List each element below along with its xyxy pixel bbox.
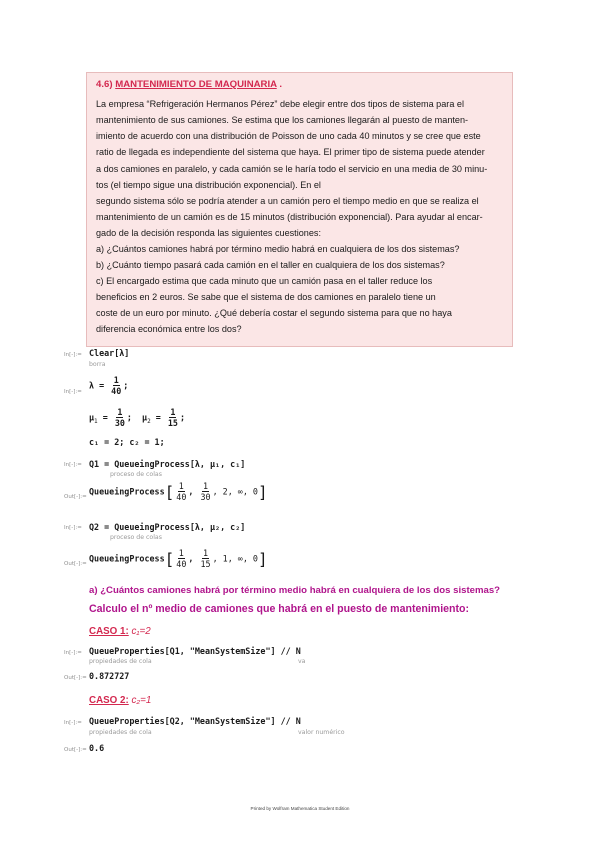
q1-output-head: QueueingProcess <box>89 486 165 497</box>
mu2-sub: 2 <box>147 418 151 426</box>
mu1-sub: 1 <box>94 418 98 426</box>
problem-line: gado de la decisión responda las siguientes cuestiones: <box>96 228 321 238</box>
output-label: Out[-]:= <box>64 494 87 500</box>
clear-input[interactable]: Clear[λ] <box>89 348 130 358</box>
problem-line: diferencia económica entre los dos? <box>96 324 242 334</box>
case2-input[interactable]: QueueProperties[Q2, "MeanSystemSize"] // N <box>89 716 301 726</box>
problem-number: 4.6) <box>96 79 113 90</box>
problem-line: coste de un euro por minuto. ¿Qué debería costar el segundo sistema para que no haya <box>96 308 452 318</box>
input-label: In[-]:= <box>64 525 82 531</box>
q2-hint: proceso de colas <box>110 534 162 541</box>
case1-input[interactable]: QueueProperties[Q1, "MeanSystemSize"] // N <box>89 646 301 656</box>
mu2-fraction <box>167 408 179 428</box>
q2-output-frac-a <box>175 549 187 569</box>
problem-line: a) ¿Cuántos camiones habrá por término medio habrá en cualquiera de los dos sistemas? <box>96 244 460 254</box>
mu1-symbol: μ <box>89 412 95 423</box>
q1-output: QueueingProcess[ $\frac{1}{40}$ , $\frac{1}{30}$ , 2, ∞, 0] <box>89 481 268 503</box>
case1-result: 0.872727 <box>89 671 130 681</box>
mu-input[interactable]: $\mu_1$ = $\frac{1}{30}$ ; $\mu_2$ = $\frac{1}{15}$ ; <box>89 407 185 429</box>
problem-title <box>96 79 282 90</box>
q2-input[interactable]: Q2 = QueueingProcess[λ, μ₂, c₂] <box>89 522 246 532</box>
q1-a-num: 1 <box>178 481 184 491</box>
lambda-input[interactable] <box>89 376 128 396</box>
q2-a-den: 40 <box>176 559 187 570</box>
q2-a-num: 1 <box>178 548 184 558</box>
section-heading: Calculo el nº medio de camiones que habrá en el puesto de mantenimiento: <box>89 603 470 615</box>
lambda-num: 1 <box>113 375 119 385</box>
lambda-prefix: λ = <box>89 380 110 391</box>
input-label: In[-]:= <box>64 462 82 468</box>
section-question: a) ¿Cuántos camiones habrá por término medio habrá en cualquiera de los dos sistemas? <box>89 585 501 596</box>
q1-b-den: 30 <box>200 492 211 503</box>
case2-result: 0.6 <box>89 743 105 753</box>
case1-label: CASO 1: <box>89 626 129 637</box>
q1-b-num: 1 <box>202 481 209 491</box>
clear-hint: borra <box>89 361 106 368</box>
q2-output-frac-b <box>199 549 211 569</box>
q2-b-den: 15 <box>200 559 211 570</box>
q2-output: QueueingProcess[ $\frac{1}{40}$ , $\frac{1}{15}$ , 1, ∞, 0] <box>89 548 268 570</box>
problem-line: ratio de llegada es independiente del sistema que haya. El primer tipo de sistema puede atender <box>96 147 485 157</box>
q2-output-head: QueueingProcess <box>89 553 165 564</box>
footer-printed-by: Printed by Wolfram Mathematica Student Edition <box>250 806 350 811</box>
case1-heading <box>89 626 151 637</box>
case1-hint-queue: propiedades de cola <box>89 658 152 665</box>
q1-a-den: 40 <box>176 492 187 503</box>
input-label: In[-]:= <box>64 650 82 656</box>
lambda-fraction <box>110 376 122 396</box>
case2-condition: c₂=1 <box>131 695 152 706</box>
mu2-den: 15 <box>167 418 178 429</box>
case2-hint-queue: propiedades de cola <box>89 729 152 736</box>
input-label: In[-]:= <box>64 352 82 358</box>
problem-line: mantenimiento de sus camiones. Se estima que los camiones llegarán al puesto de manten- <box>96 115 469 125</box>
mu2-num: 1 <box>170 407 176 417</box>
problem-line: mantenimiento de un camión es de 15 minutos (distribución exponencial). Para ayudar al encar- <box>96 212 483 222</box>
case1-hint-numeric: va <box>298 658 306 665</box>
input-label: In[-]:= <box>64 389 82 395</box>
input-label: In[-]:= <box>64 720 82 726</box>
case2-heading <box>89 695 151 706</box>
mu2-symbol: μ <box>142 412 148 423</box>
lambda-suffix: ; <box>123 380 129 391</box>
problem-line: imiento de acuerdo con una distribución de Poisson de uno cada 40 minutos y se cree que este <box>96 131 481 141</box>
case1-condition: c₁=2 <box>131 626 151 637</box>
q1-input[interactable]: Q1 = QueueingProcess[λ, μ₁, c₁] <box>89 459 246 469</box>
q1-output-rest: , 2, ∞, 0 <box>212 486 258 497</box>
mu1-fraction <box>114 408 126 428</box>
problem-line: tos (el tiempo sigue una distribución exponencial). En el <box>96 180 321 190</box>
problem-line: segundo sistema sólo se podría atender a un camión pero el tiempo medio en que se realiza el <box>96 196 479 206</box>
lambda-den: 40 <box>111 386 122 397</box>
problem-line: La empresa “Refrigeración Hermanos Pérez” debe elegir entre dos tipos de sistema para el <box>96 99 464 109</box>
problem-title-text: MANTENIMIENTO DE MAQUINARIA <box>115 79 277 90</box>
problem-line: b) ¿Cuánto tiempo pasará cada camión en el taller en cualquiera de los dos sistemas? <box>96 260 445 270</box>
case2-hint-numeric: valor numérico <box>298 729 345 736</box>
problem-title-suffix: . <box>279 79 283 90</box>
problem-line: c) El encargado estima que cada minuto que un camión pasa en el taller reduce los <box>96 276 433 286</box>
q2-b-num: 1 <box>202 548 209 558</box>
c-input[interactable]: c₁ = 2; c₂ = 1; <box>89 437 165 447</box>
problem-line: beneficios en 2 euros. Se sabe que el sistema de dos camiones en paralelo tiene un <box>96 292 436 302</box>
mu1-den: 30 <box>114 418 125 429</box>
q1-output-frac-b <box>199 482 211 502</box>
output-label: Out[-]:= <box>64 747 87 753</box>
q1-hint: proceso de colas <box>110 471 162 478</box>
mu1-num: 1 <box>117 407 123 417</box>
problem-line: a dos camiones en paralelo, y cada camión se le haría todo el servicio en una media de 30 minu- <box>96 164 488 174</box>
q1-output-frac-a <box>175 482 187 502</box>
output-label: Out[-]:= <box>64 561 87 567</box>
q2-output-rest: , 1, ∞, 0 <box>212 553 258 564</box>
output-label: Out[-]:= <box>64 675 87 681</box>
case2-label: CASO 2: <box>89 695 129 706</box>
